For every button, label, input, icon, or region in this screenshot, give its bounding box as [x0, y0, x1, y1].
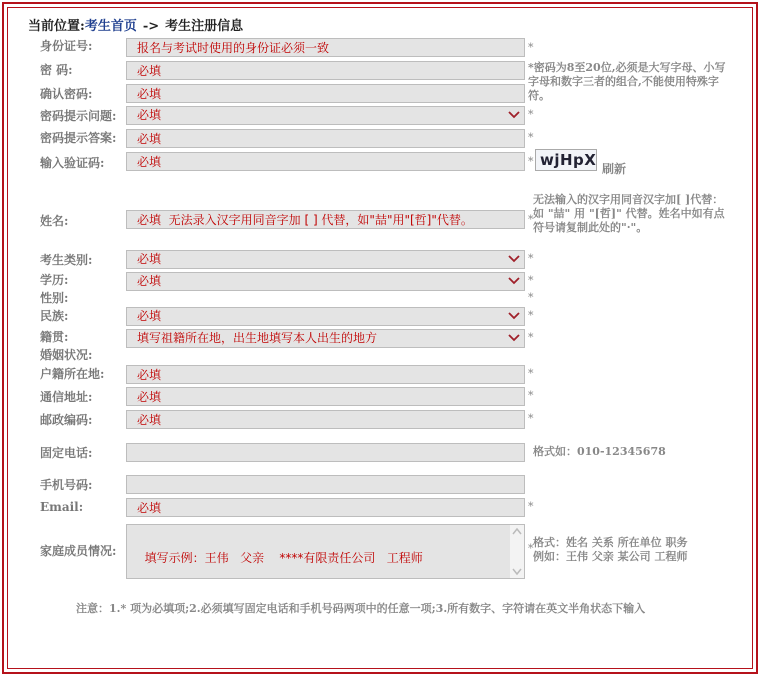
chevron-down-icon — [508, 333, 520, 343]
required-star: * — [528, 331, 534, 344]
password-question-select[interactable] — [126, 106, 525, 125]
hukou-input-box[interactable] — [137, 366, 524, 383]
phone-input[interactable] — [126, 443, 525, 462]
refresh-captcha-link[interactable]: 刷新 — [602, 162, 627, 176]
confirm-password-input[interactable] — [126, 84, 525, 103]
name-label: 姓名: — [40, 214, 69, 228]
chevron-down-icon — [508, 276, 520, 286]
required-star: * — [528, 500, 534, 513]
name-input-box[interactable] — [137, 211, 524, 228]
family-textarea-value: 填写示例：王伟 父亲 ****有限责任公司 工程师 — [144, 551, 423, 565]
captcha-image[interactable]: wjHpX — [535, 149, 597, 171]
name-input[interactable] — [126, 210, 525, 229]
captcha-input-box[interactable] — [137, 153, 524, 170]
phone-format-hint: 格式如：010-12345678 — [533, 445, 666, 458]
confirm-password-input-box[interactable] — [137, 85, 524, 102]
textarea-scrollbar[interactable] — [510, 525, 524, 578]
required-star: * — [528, 412, 534, 425]
address-input-box[interactable] — [137, 388, 524, 405]
required-star: * — [528, 309, 534, 322]
id-number-input-box[interactable] — [137, 39, 524, 56]
required-star: * — [528, 274, 534, 287]
hukou-label: 户籍所在地: — [40, 367, 105, 381]
password-hint: *密码为8至20位,必须是大写字母、小写字母和数字三者的组合,不能使用特殊字符。 — [528, 61, 726, 102]
breadcrumb-current: 考生注册信息 — [165, 19, 244, 34]
ethnicity-value: 必填 — [137, 309, 162, 323]
chevron-down-icon — [508, 254, 520, 264]
education-label: 学历: — [40, 273, 69, 287]
ethnicity-select[interactable] — [126, 307, 525, 326]
family-label: 家庭成员情况: — [40, 544, 117, 558]
marital-status-label: 婚姻状况: — [40, 348, 93, 362]
address-label: 通信地址: — [40, 390, 93, 404]
captcha-input[interactable] — [126, 152, 525, 171]
postcode-input[interactable] — [126, 410, 525, 429]
family-example-hint: 例如：王伟 父亲 某公司 工程师 — [533, 550, 688, 563]
footer-note: 注意：1.* 项为必填项;2.必须填写固定电话和手机号码两项中的任意一项;3.所有数字、字符请在英文半角状态下输入 — [76, 602, 646, 615]
native-place-select[interactable] — [126, 329, 525, 348]
captcha-label: 输入验证码: — [40, 156, 105, 170]
category-value: 必填 — [137, 252, 162, 266]
password-label: 密 码: — [40, 63, 73, 77]
gender-label: 性别: — [40, 291, 69, 305]
breadcrumb-prefix: 当前位置: — [28, 19, 85, 34]
id-number-label: 身份证号: — [40, 39, 93, 53]
confirm-password-label: 确认密码: — [40, 87, 93, 101]
postcode-input-box[interactable] — [137, 411, 524, 428]
email-label: Email: — [40, 500, 84, 514]
password-question-label: 密码提示问题: — [40, 109, 117, 123]
required-star: * — [528, 41, 534, 54]
phone-input-box[interactable] — [137, 444, 524, 461]
required-star: * — [528, 389, 534, 402]
native-place-label: 籍贯: — [40, 330, 69, 344]
required-star: * — [528, 131, 534, 144]
password-input[interactable] — [126, 61, 525, 80]
email-input[interactable] — [126, 498, 525, 517]
name-hint: 无法输入的汉字用同音汉字加[ ]代替：如 "喆" 用 "[哲]" 代替。姓名中如有点符号请复制此处的"·"。 — [533, 193, 725, 234]
mobile-label: 手机号码: — [40, 478, 93, 492]
category-label: 考生类别: — [40, 253, 93, 267]
ethnicity-label: 民族: — [40, 309, 69, 323]
required-star: * — [528, 252, 534, 265]
mobile-input-box[interactable] — [137, 476, 524, 493]
family-format-hint: 格式：姓名 关系 所在单位 职务 — [533, 536, 688, 549]
password-question-value: 必填 — [137, 108, 162, 122]
required-star: * — [528, 542, 534, 555]
breadcrumb — [28, 15, 243, 34]
mobile-input[interactable] — [126, 475, 525, 494]
postcode-label: 邮政编码: — [40, 413, 93, 427]
category-select[interactable] — [126, 250, 525, 269]
password-answer-input[interactable] — [126, 129, 525, 148]
education-select[interactable] — [126, 272, 525, 291]
required-star: * — [528, 155, 534, 168]
address-input[interactable] — [126, 387, 525, 406]
id-number-input[interactable] — [126, 38, 525, 57]
native-place-value: 填写祖籍所在地，出生地填写本人出生的地方 — [137, 331, 378, 345]
password-input-box[interactable] — [137, 62, 524, 79]
email-input-box[interactable] — [137, 499, 524, 516]
required-star: * — [528, 213, 534, 226]
password-answer-input-box[interactable] — [137, 130, 524, 147]
breadcrumb-arrow: -> — [142, 19, 160, 34]
required-star: * — [528, 367, 534, 380]
breadcrumb-home-link[interactable]: 考生首页 — [84, 19, 137, 34]
required-star: * — [528, 291, 534, 304]
chevron-down-icon — [508, 311, 520, 321]
chevron-down-icon — [508, 110, 520, 120]
family-textarea[interactable] — [126, 524, 525, 579]
phone-label: 固定电话: — [40, 446, 93, 460]
education-value: 必填 — [137, 274, 162, 288]
required-star: * — [528, 108, 534, 121]
hukou-input[interactable] — [126, 365, 525, 384]
password-answer-label: 密码提示答案: — [40, 131, 117, 145]
